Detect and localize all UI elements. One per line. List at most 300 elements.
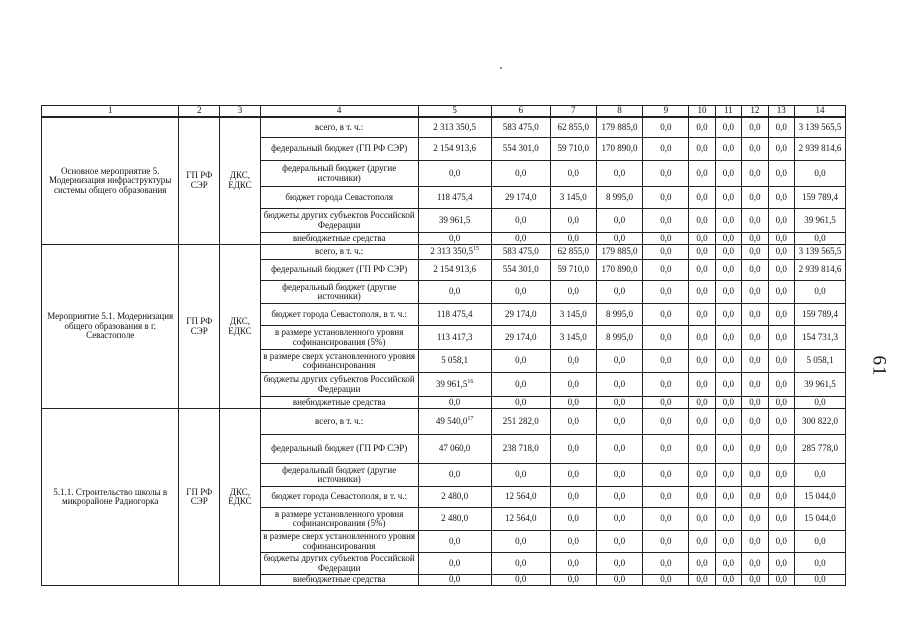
header-cell: 7 — [550, 106, 596, 117]
value-cell — [418, 245, 491, 260]
header-cell: 11 — [715, 106, 741, 117]
value-cell — [768, 464, 794, 487]
value-cell — [715, 304, 741, 326]
value-text: 29 174,0 — [505, 191, 537, 202]
value-cell — [550, 304, 596, 326]
value-text: 0,0 — [775, 121, 787, 132]
header-cell: 1 — [42, 106, 179, 117]
value-cell — [643, 508, 689, 531]
value-cell — [491, 508, 550, 531]
value-text: 0,0 — [749, 167, 761, 178]
value-cell — [742, 373, 768, 397]
value-cell — [742, 397, 768, 409]
value-text: 0,0 — [749, 191, 761, 202]
value-cell — [689, 209, 715, 233]
value-cell — [689, 508, 715, 531]
value-text: 0,0 — [749, 557, 761, 568]
value-cell — [689, 531, 715, 553]
value-cell — [643, 304, 689, 326]
value-cell — [418, 508, 491, 531]
value-text: 3 139 565,5 — [798, 121, 842, 132]
section-name: 5.1.1. Строительство школы в микрорайоне Радиогорка — [42, 409, 179, 586]
value-text: 39 961,5 — [804, 214, 836, 225]
value-text: 0,0 — [696, 557, 708, 568]
value-cell — [418, 531, 491, 553]
section-owner: ГП РФ СЭР — [179, 117, 220, 245]
value-cell — [715, 233, 741, 245]
value-text: 3 145,0 — [559, 308, 587, 319]
value-text: 0,0 — [814, 557, 826, 568]
value-cell — [742, 117, 768, 138]
value-cell — [550, 575, 596, 586]
value-text: 0,0 — [613, 286, 626, 297]
value-text: 2 480,0 — [441, 513, 469, 524]
value-cell — [742, 187, 768, 209]
value-cell — [550, 553, 596, 575]
value-cell — [550, 373, 596, 397]
value-text: 0,0 — [696, 331, 708, 342]
value-cell — [643, 397, 689, 409]
value-cell — [491, 304, 550, 326]
value-text: 0,0 — [696, 264, 708, 275]
value-text: 0,0 — [660, 143, 672, 154]
value-text: 0,0 — [749, 121, 761, 132]
value-text: 0,0 — [660, 415, 672, 426]
value-cell — [643, 260, 689, 281]
value-text: 0,0 — [660, 167, 672, 178]
value-cell — [643, 487, 689, 508]
value-cell — [491, 161, 550, 187]
value-text: 0,0 — [749, 143, 761, 154]
value-cell — [643, 233, 689, 245]
value-text: 0,0 — [449, 535, 461, 546]
value-cell — [418, 487, 491, 508]
value-text: 159 789,4 — [802, 308, 839, 319]
value-text: 0,0 — [722, 121, 735, 132]
value-text: 0,0 — [660, 443, 672, 454]
value-cell — [768, 487, 794, 508]
value-cell — [768, 233, 794, 245]
funding-source: федеральный бюджет (другие источники) — [260, 281, 418, 304]
value-cell — [643, 553, 689, 575]
value-text: 179 885,0 — [601, 246, 638, 257]
value-text: 49 540,0 — [435, 415, 468, 426]
value-cell — [795, 233, 846, 245]
value-cell — [715, 409, 741, 435]
value-cell — [689, 373, 715, 397]
value-cell — [596, 245, 643, 260]
value-cell — [768, 350, 794, 373]
value-cell — [689, 409, 715, 435]
value-cell — [742, 304, 768, 326]
value-cell — [742, 575, 768, 586]
value-text: 0,0 — [660, 491, 672, 502]
value-cell — [418, 464, 491, 487]
value-text: 59 710,0 — [557, 143, 589, 154]
value-text: 0,0 — [749, 535, 761, 546]
value-text: 0,0 — [567, 491, 579, 502]
value-cell — [643, 161, 689, 187]
value-cell — [491, 397, 550, 409]
value-text: 0,0 — [749, 396, 761, 407]
value-text: 5 058,1 — [441, 355, 469, 366]
value-text: 0,0 — [696, 121, 708, 132]
value-text: 0,0 — [660, 331, 672, 342]
funding-source: в размере сверх установленного уровня софинансирования — [260, 350, 418, 373]
value-text: 0,0 — [722, 574, 735, 585]
value-cell — [418, 435, 491, 464]
value-text: 154 731,3 — [802, 331, 839, 342]
value-text: 29 174,0 — [505, 308, 537, 319]
value-cell — [418, 397, 491, 409]
value-text: 12 564,0 — [505, 491, 537, 502]
value-text: 583 475,0 — [502, 246, 539, 257]
value-cell — [795, 531, 846, 553]
value-text: 0,0 — [749, 513, 761, 524]
value-text: 0,0 — [613, 574, 626, 585]
value-cell — [795, 508, 846, 531]
value-cell — [491, 281, 550, 304]
value-cell — [596, 397, 643, 409]
value-cell — [550, 138, 596, 161]
value-cell — [795, 161, 846, 187]
value-cell — [795, 350, 846, 373]
value-cell — [795, 304, 846, 326]
value-text: 0,0 — [722, 355, 735, 366]
value-text: 0,0 — [567, 557, 579, 568]
value-text: 0,0 — [660, 232, 672, 243]
value-cell — [715, 117, 741, 138]
value-text: 0,0 — [775, 355, 787, 366]
value-text: 2 313 350,5 — [430, 246, 474, 257]
value-cell — [742, 553, 768, 575]
value-text: 0,0 — [775, 246, 787, 257]
value-text: 554 301,0 — [502, 264, 539, 275]
value-cell — [418, 575, 491, 586]
value-cell — [550, 508, 596, 531]
value-text: 0,0 — [722, 264, 735, 275]
value-cell — [550, 397, 596, 409]
value-cell — [715, 553, 741, 575]
value-text: 0,0 — [613, 415, 626, 426]
value-text: 0,0 — [749, 264, 761, 275]
value-text: 0,0 — [515, 469, 527, 480]
value-text: 0,0 — [722, 513, 735, 524]
header-cell: 13 — [768, 106, 794, 117]
value-text: 0,0 — [515, 557, 527, 568]
value-cell — [550, 233, 596, 245]
page-number: 61 — [868, 355, 890, 377]
funding-source: федеральный бюджет (другие источники) — [260, 464, 418, 487]
value-text: 0,0 — [749, 378, 761, 389]
value-cell — [795, 373, 846, 397]
value-text: 0,0 — [696, 443, 708, 454]
value-text: 0,0 — [515, 396, 527, 407]
value-cell — [715, 161, 741, 187]
value-cell — [689, 161, 715, 187]
value-cell — [715, 245, 741, 260]
value-cell — [795, 553, 846, 575]
value-cell — [715, 209, 741, 233]
value-cell — [418, 117, 491, 138]
value-text: 0,0 — [775, 143, 787, 154]
value-text: 0,0 — [696, 232, 708, 243]
value-text: 0,0 — [660, 396, 672, 407]
value-cell — [768, 531, 794, 553]
value-text: 0,0 — [722, 308, 735, 319]
value-text: 2 154 913,6 — [433, 143, 477, 154]
value-text: 0,0 — [775, 378, 787, 389]
value-cell — [795, 487, 846, 508]
value-cell — [768, 260, 794, 281]
value-cell — [596, 233, 643, 245]
funding-source: бюджеты других субъектов Российской Федерации — [260, 209, 418, 233]
value-text: 0,0 — [567, 535, 579, 546]
value-cell — [643, 409, 689, 435]
value-text: 0,0 — [722, 167, 735, 178]
value-cell — [795, 138, 846, 161]
value-text: 0,0 — [449, 396, 461, 407]
value-text: 0,0 — [722, 232, 735, 243]
value-text: 0,0 — [814, 535, 826, 546]
value-text: 0,0 — [660, 574, 672, 585]
value-cell — [643, 209, 689, 233]
value-text: 15 044,0 — [804, 513, 836, 524]
value-text: 0,0 — [515, 355, 527, 366]
value-cell — [643, 531, 689, 553]
value-text: 0,0 — [567, 396, 579, 407]
value-cell — [768, 575, 794, 586]
value-text: 0,0 — [749, 443, 761, 454]
value-text: 0,0 — [749, 355, 761, 366]
value-text: 0,0 — [696, 469, 708, 480]
value-cell — [550, 531, 596, 553]
value-text: 39 961,5 — [438, 214, 471, 225]
value-text: 118 475,4 — [436, 191, 473, 202]
value-cell — [742, 350, 768, 373]
value-cell — [491, 245, 550, 260]
value-cell — [418, 233, 491, 245]
header-cell: 12 — [742, 106, 768, 117]
value-cell — [768, 435, 794, 464]
value-text: 0,0 — [775, 513, 787, 524]
value-cell — [550, 161, 596, 187]
value-cell — [596, 138, 643, 161]
value-text: 0,0 — [449, 167, 461, 178]
funding-source: внебюджетные средства — [260, 397, 418, 409]
value-cell — [795, 409, 846, 435]
value-cell — [742, 209, 768, 233]
value-text: 0,0 — [775, 191, 787, 202]
value-cell — [768, 209, 794, 233]
value-text: 0,0 — [696, 214, 708, 225]
value-text: 0,0 — [814, 286, 826, 297]
value-cell — [768, 281, 794, 304]
value-text: 0,0 — [660, 355, 672, 366]
value-text: 0,0 — [515, 167, 527, 178]
value-text: 0,0 — [696, 415, 708, 426]
value-cell — [596, 260, 643, 281]
value-cell — [742, 260, 768, 281]
value-cell — [491, 487, 550, 508]
value-text: 0,0 — [722, 378, 735, 389]
value-cell — [768, 508, 794, 531]
value-text: 0,0 — [696, 378, 708, 389]
value-cell — [742, 409, 768, 435]
value-text: 0,0 — [775, 232, 787, 243]
value-cell — [768, 397, 794, 409]
funding-source: бюджеты других субъектов Российской Федерации — [260, 553, 418, 575]
value-cell — [643, 245, 689, 260]
value-text: 0,0 — [515, 535, 527, 546]
value-cell — [418, 209, 491, 233]
value-cell — [596, 575, 643, 586]
value-cell — [689, 435, 715, 464]
value-cell — [715, 575, 741, 586]
value-text: 0,0 — [749, 331, 761, 342]
value-text: 0,0 — [613, 167, 626, 178]
funding-source: бюджеты других субъектов Российской Федерации — [260, 373, 418, 397]
value-cell — [491, 575, 550, 586]
value-cell — [768, 304, 794, 326]
value-text: 0,0 — [749, 308, 761, 319]
value-text: 0,0 — [696, 574, 708, 585]
value-text: 238 718,0 — [502, 443, 539, 454]
value-cell — [550, 187, 596, 209]
value-text: 8 995,0 — [606, 331, 634, 342]
value-cell — [550, 350, 596, 373]
value-cell — [742, 435, 768, 464]
value-text: 0,0 — [775, 491, 787, 502]
value-text: 0,0 — [515, 214, 527, 225]
value-cell — [715, 187, 741, 209]
value-text: 0,0 — [696, 355, 708, 366]
value-text: 8 995,0 — [606, 308, 634, 319]
value-cell — [491, 138, 550, 161]
value-text: 0,0 — [567, 286, 579, 297]
value-text: 39 961,5 — [435, 378, 468, 389]
value-text: 170 890,0 — [601, 264, 638, 275]
header-cell: 8 — [596, 106, 643, 117]
funding-source: федеральный бюджет (ГП РФ СЭР) — [260, 138, 418, 161]
value-cell — [596, 326, 643, 350]
funding-source: внебюджетные средства — [260, 575, 418, 586]
header-cell: 10 — [689, 106, 715, 117]
value-cell — [795, 397, 846, 409]
funding-source: внебюджетные средства — [260, 233, 418, 245]
section-name: Основное мероприятие 5. Модернизация инфраструктуры системы общего образования — [42, 117, 179, 245]
value-text: 0,0 — [722, 191, 735, 202]
value-text: 3 145,0 — [559, 191, 587, 202]
value-text: 0,0 — [749, 232, 761, 243]
value-cell — [491, 350, 550, 373]
funding-source: бюджет города Севастополя, в т. ч.: — [260, 304, 418, 326]
value-text: 0,0 — [722, 214, 735, 225]
value-cell — [689, 233, 715, 245]
value-cell — [715, 281, 741, 304]
value-text: 0,0 — [814, 574, 826, 585]
value-text: 0,0 — [567, 574, 579, 585]
table-row — [42, 245, 846, 260]
value-cell — [418, 409, 491, 435]
value-cell — [689, 326, 715, 350]
value-text: 0,0 — [722, 396, 735, 407]
value-text: 0,0 — [449, 574, 461, 585]
header-cell: 6 — [491, 106, 550, 117]
scan-speck — [500, 67, 502, 69]
value-cell — [550, 409, 596, 435]
value-cell — [550, 117, 596, 138]
value-cell — [689, 553, 715, 575]
value-text: 0,0 — [613, 214, 626, 225]
value-text: 3 139 565,5 — [798, 246, 842, 257]
value-text: 0,0 — [660, 264, 672, 275]
value-text: 0,0 — [567, 378, 579, 389]
value-text: 0,0 — [660, 469, 672, 480]
value-text: 0,0 — [722, 557, 735, 568]
value-text: 0,0 — [660, 191, 672, 202]
value-cell — [742, 233, 768, 245]
value-cell — [715, 373, 741, 397]
value-cell — [715, 350, 741, 373]
value-cell — [689, 350, 715, 373]
value-cell — [715, 508, 741, 531]
value-text: 0,0 — [613, 443, 626, 454]
value-cell — [418, 553, 491, 575]
value-cell — [418, 281, 491, 304]
value-cell — [795, 326, 846, 350]
value-text: 2 480,0 — [441, 491, 469, 502]
value-cell — [768, 245, 794, 260]
value-cell — [715, 487, 741, 508]
value-text: 15 044,0 — [804, 491, 836, 502]
funding-source: в размере установленного уровня софинансирования (5%) — [260, 508, 418, 531]
section-executor: ДКС, ЕДКС — [220, 245, 261, 409]
value-text: 2 313 350,5 — [433, 121, 477, 132]
value-text: 0,0 — [775, 264, 787, 275]
value-text: 0,0 — [660, 378, 672, 389]
value-cell — [689, 260, 715, 281]
funding-source: федеральный бюджет (ГП РФ СЭР) — [260, 435, 418, 464]
value-cell — [418, 373, 491, 397]
value-text: 0,0 — [749, 286, 761, 297]
value-text: 0,0 — [696, 246, 708, 257]
value-text: 251 282,0 — [502, 415, 539, 426]
value-cell — [596, 304, 643, 326]
header-cell: 5 — [418, 106, 491, 117]
value-cell — [596, 161, 643, 187]
value-cell — [768, 409, 794, 435]
value-text: 179 885,0 — [601, 121, 638, 132]
value-cell — [596, 373, 643, 397]
value-text: 62 855,0 — [557, 121, 589, 132]
value-cell — [643, 373, 689, 397]
footnote-ref: 16 — [467, 378, 474, 385]
value-cell — [768, 138, 794, 161]
value-cell — [418, 304, 491, 326]
value-text: 39 961,5 — [804, 378, 836, 389]
value-cell — [689, 138, 715, 161]
value-text: 5 058,1 — [806, 355, 834, 366]
value-text: 0,0 — [696, 396, 708, 407]
header-row — [42, 106, 846, 117]
value-cell — [491, 531, 550, 553]
value-text: 8 995,0 — [606, 191, 634, 202]
value-text: 0,0 — [613, 535, 626, 546]
funding-source: бюджет города Севастополя, в т. ч.: — [260, 487, 418, 508]
value-cell — [596, 487, 643, 508]
value-text: 0,0 — [696, 167, 708, 178]
